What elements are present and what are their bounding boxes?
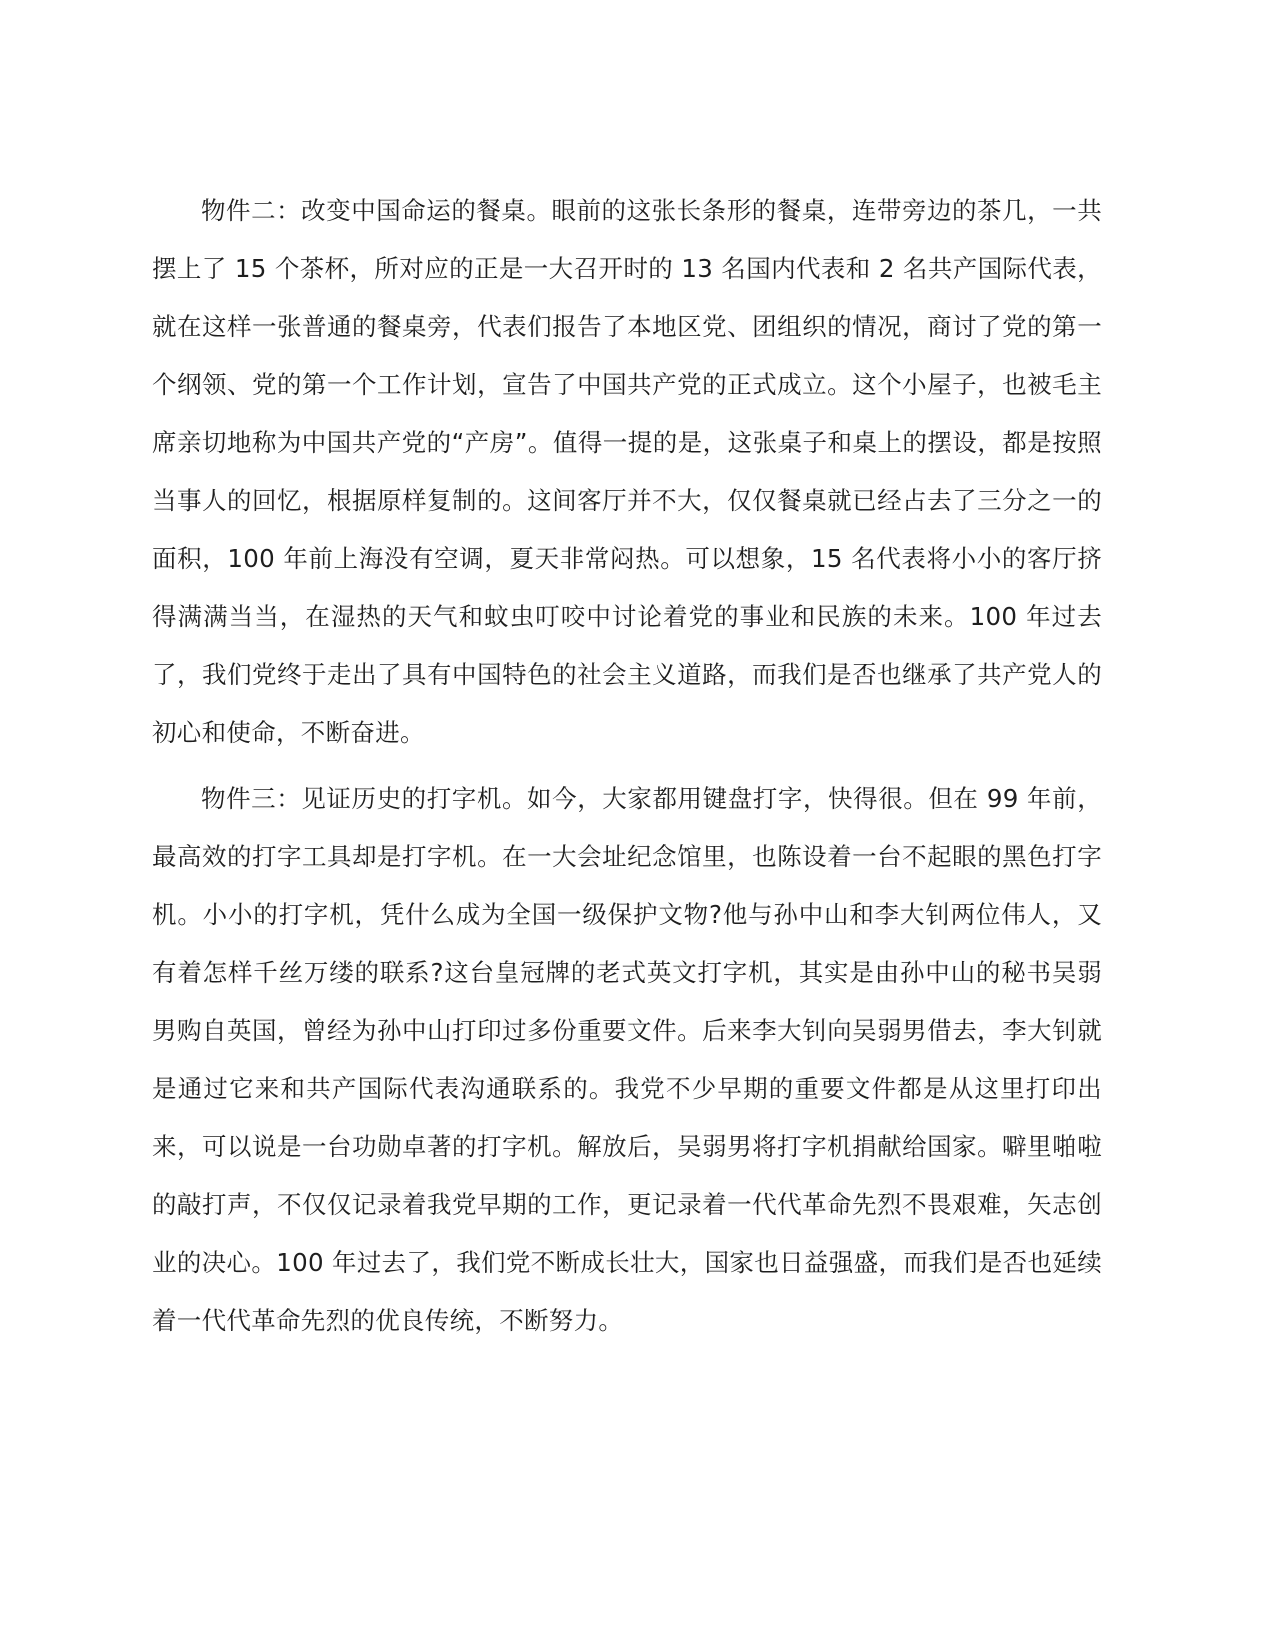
paragraph-artifact-two: 物件二：改变中国命运的餐桌。眼前的这张长条形的餐桌，连带旁边的茶几，一共摆上了 15 个茶杯，所对应的正是一大召开时的 13 名国内代表和 2 名共产国际代表，就在这样一张普通的餐桌旁，代表们报告了本地区党、团组织的情况，商讨了党的第一个纲领、党的第一个工作计划，宣告了中国共产党的正式成立。这个小屋子，也被毛主席亲切地称为中国共产党的“产房”。值得一提的是，这张桌子和桌上的摆设，都是按照当事人的回忆，根据原样复制的。这间客厅并不大，仅仅餐桌就已经占去了三分之一的面积，100 年前上海没有空调，夏天非常闷热。可以想象，15 名代表将小小的客厅挤得满满当当，在湿热的天气和蚊虫叮咬中讨论着党的事业和民族的未来。100 年过去了，我们党终于走出了具有中国特色的社会主义道路，而我们是否也继承了共产党人的初心和使命，不断奋进。: [152, 196, 1102, 747]
document-body: [152, 182, 1102, 1350]
paragraph-artifact-three: 物件三：见证历史的打字机。如今，大家都用键盘打字，快得很。但在 99 年前，最高效的打字工具却是打字机。在一大会址纪念馆里，也陈设着一台不起眼的黑色打字机。小小的打字机，凭什么成为全国一级保护文物?他与孙中山和李大钊两位伟人，又有着怎样千丝万缕的联系?这台皇冠牌的老式英文打字机，其实是由孙中山的秘书吴弱男购自英国，曾经为孙中山打印过多份重要文件。后来李大钊向吴弱男借去，李大钊就是通过它来和共产国际代表沟通联系的。我党不少早期的重要文件都是从这里打印出来，可以说是一台功勋卓著的打字机。解放后，吴弱男将打字机捐献给国家。噼里啪啦的敲打声，不仅仅记录着我党早期的工作，更记录着一代代革命先烈不畏艰难，矢志创业的决心。100 年过去了，我们党不断成长壮大，国家也日益强盛，而我们是否也延续着一代代革命先烈的优良传统，不断努力。: [152, 784, 1102, 1335]
